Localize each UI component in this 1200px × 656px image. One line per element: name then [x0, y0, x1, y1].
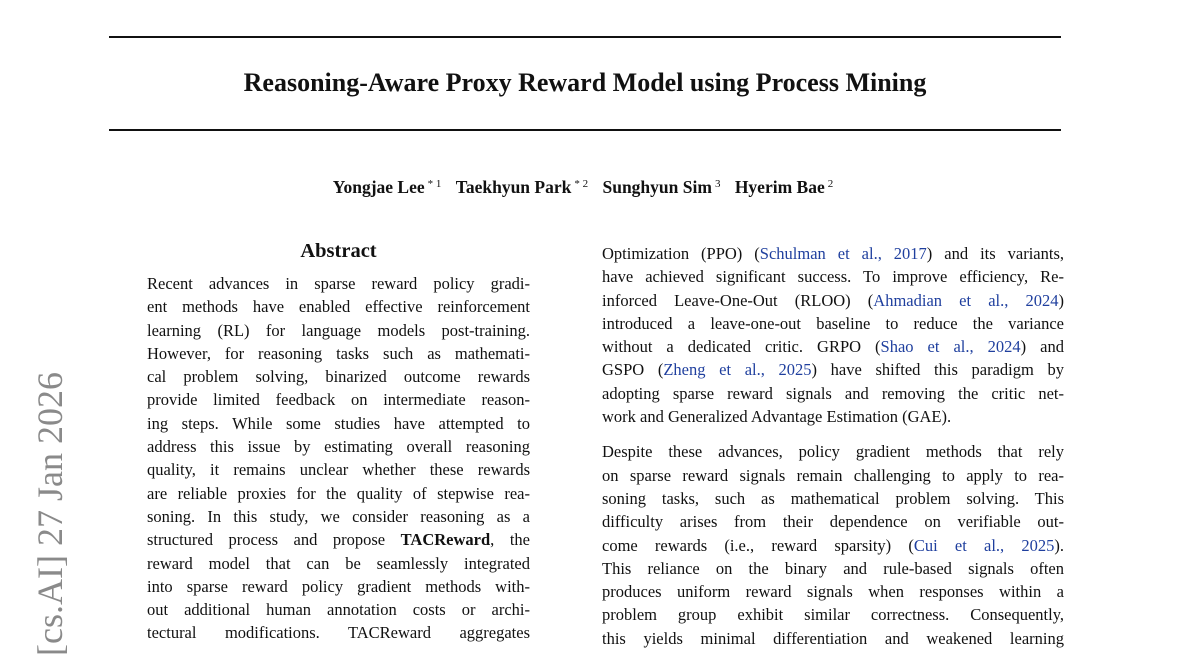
- author: [456, 172, 588, 199]
- abstract-line: address this issue by estimating overall reasoning: [147, 437, 530, 457]
- body-line: on sparse reward signals remain challenging to apply to rea-: [602, 465, 1064, 485]
- author-name: Sunghyun Sim: [602, 177, 712, 197]
- body-line: adopting sparse reward signals and removing the critic net-: [602, 383, 1064, 403]
- body-line: GSPO (Zheng et al., 2025) have shifted this paradigm by: [602, 360, 1065, 380]
- body-line: this yields minimal differentiation and weakened learning: [602, 628, 1064, 648]
- citation-link[interactable]: Cui et al., 2025: [913, 535, 1055, 555]
- author-affiliation-mark: 2: [827, 178, 834, 190]
- abstract-line: tectural modifications. TACReward aggregates: [147, 623, 530, 643]
- tacreward-term: TACReward: [400, 530, 491, 550]
- body-line: work and Generalized Advantage Estimation (GAE).: [602, 407, 952, 427]
- paper-title: Reasoning-Aware Proxy Reward Model using Process Mining: [243, 68, 927, 97]
- citation-link[interactable]: Schulman et al., 2017: [759, 244, 927, 263]
- abstract-line: structured process and propose TACReward, the: [147, 530, 530, 550]
- body-line: soning tasks, such as mathematical problem solving. This: [602, 488, 1064, 508]
- citation-link[interactable]: Ahmadian et al., 2024: [873, 290, 1059, 310]
- body-line: have achieved significant success. To improve efficiency, Re-: [602, 267, 1064, 287]
- author-affiliation-mark: 3: [714, 178, 721, 190]
- author: [735, 172, 833, 199]
- paragraph: [602, 242, 1064, 428]
- abstract-line: Recent advances in sparse reward policy gradi-: [147, 274, 530, 293]
- body-line: inforced Leave-One-Out (RLOO) (Ahmadian et al., 2024): [602, 290, 1064, 310]
- right-column-body: [602, 242, 1064, 650]
- abstract-line: ent methods have enabled effective reinforcement: [147, 297, 530, 317]
- abstract-line: provide limited feedback on intermediate reason-: [147, 390, 530, 410]
- title-bottom-rule: [109, 129, 1061, 131]
- author-name: Yongjae Lee: [332, 177, 425, 197]
- author-affiliation-mark: * 2: [574, 178, 589, 190]
- citation-link[interactable]: Zheng et al., 2025: [663, 360, 812, 380]
- abstract-heading: Abstract: [300, 240, 377, 262]
- body-line: come rewards (i.e., reward sparsity) (Cui et al., 2025).: [602, 535, 1064, 555]
- body-line: produces uniform reward signals when responses within a: [602, 582, 1064, 602]
- arxiv-side-stamp: [cs.AI] 27 Jan 2026: [30, 372, 70, 656]
- body-line: This reliance on the binary and rule-based signals often: [602, 558, 1064, 578]
- abstract-body: [147, 272, 530, 645]
- abstract-line: cal problem solving, binarized outcome rewards: [147, 367, 530, 387]
- author: [602, 172, 720, 199]
- abstract-line: However, for reasoning tasks such as mathemati-: [147, 343, 530, 363]
- author-name: Taekhyun Park: [455, 177, 572, 197]
- author-name: Hyerim Bae: [734, 177, 825, 197]
- abstract-line: reward model that can be seamlessly integrated: [147, 553, 530, 573]
- paragraph: [602, 440, 1064, 650]
- body-line: difficulty arises from their dependence on verifiable out-: [602, 512, 1064, 532]
- author-affiliation-mark: * 1: [427, 178, 442, 190]
- abstract-line: ing steps. While some studies have attempted to: [147, 413, 530, 433]
- abstract-line: are reliable proxies for the quality of stepwise rea-: [147, 483, 530, 503]
- abstract-line: quality, it remains unclear whether these rewards: [147, 460, 530, 480]
- abstract-line: out additional human annotation costs or archi-: [147, 600, 530, 620]
- body-line: problem group exhibit similar correctness. Consequently,: [602, 605, 1064, 625]
- abstract-line: soning. In this study, we consider reasoning as a: [147, 506, 530, 526]
- citation-link[interactable]: Shao et al., 2024: [880, 337, 1021, 357]
- title-top-rule: [109, 36, 1061, 38]
- abstract-line: into sparse reward policy gradient methods with-: [147, 576, 530, 596]
- body-line: Optimization (PPO) (Schulman et al., 2017) and its variants,: [602, 244, 1065, 263]
- author-list: [0, 172, 1166, 199]
- author: [333, 172, 442, 199]
- body-line: without a dedicated critic. GRPO (Shao et al., 2024) and: [602, 337, 1064, 357]
- abstract-line: learning (RL) for language models post-training.: [147, 320, 530, 340]
- body-line: Despite these advances, policy gradient methods that rely: [602, 442, 1064, 462]
- body-line: introduced a leave-one-out baseline to reduce the variance: [602, 313, 1064, 333]
